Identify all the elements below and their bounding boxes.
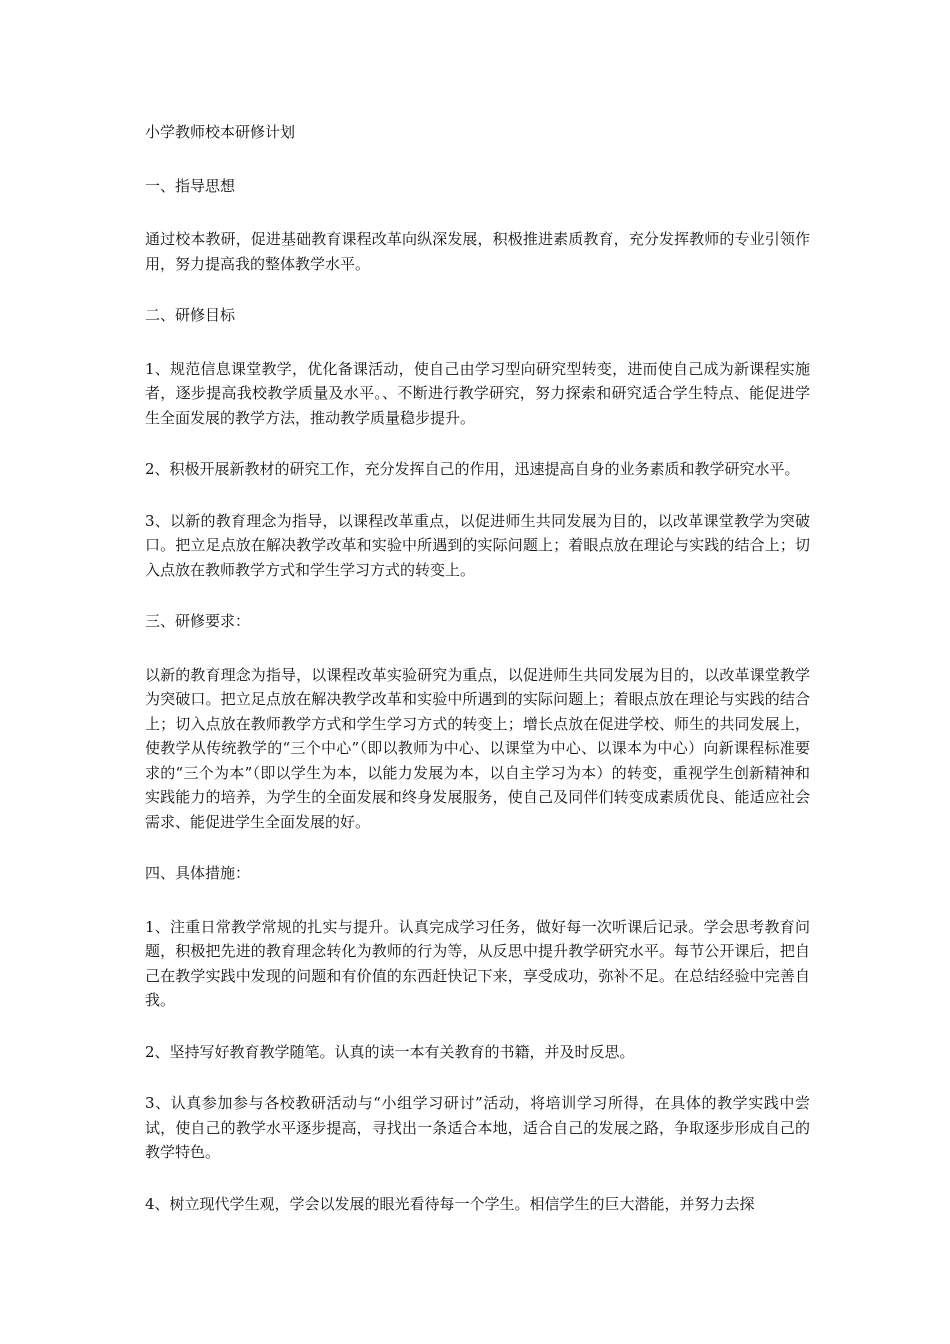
section-heading-guiding-ideology: 一、指导思想	[145, 176, 236, 195]
paragraph-guiding-ideology: 通过校本教研，促进基础教育课程改革向纵深发展，积极推进素质教育，充分发挥教师的专业引领作用，努力提高我的整体教学水平。	[145, 230, 810, 273]
section-heading-requirements: 三、研修要求：	[145, 612, 251, 630]
paragraph-measure-4: 4、树立现代学生观，学会以发展的眼光看待每一个学生。相信学生的巨大潜能，并努力去探	[145, 1194, 755, 1213]
paragraph-goal-1: 1、规范信息课堂教学，优化备课活动，使自己由学习型向研究型转变，进而使自己成为新课程实施者，逐步提高我校教学质量及水平。、不断进行教学研究，努力探索和研究适合学生特点、能促进学生全面发展的教学方法，推动教学质量稳步提升。	[145, 359, 810, 427]
paragraph-goal-2: 2、积极开展新教材的研究工作，充分发挥自己的作用，迅速提高自身的业务素质和教学研究水平。	[145, 460, 800, 478]
document-title: 小学教师校本研修计划	[145, 123, 296, 141]
section-heading-measures: 四、具体措施：	[145, 864, 251, 882]
document-body	[145, 120, 810, 1243]
paragraph-goal-3: 3、以新的教育理念为指导，以课程改革重点，以促进师生共同发展为目的，以改革课堂教学为突破口。把立足点放在解决教学改革和实验中所遇到的实际问题上；着眼点放在理论与实践的结合上；切入点放在教师教学方式和学生学习方式的转变上。	[145, 511, 810, 579]
paragraph-measure-1: 1、注重日常教学常规的扎实与提升。认真完成学习任务，做好每一次听课后记录。学会思考教育问题，积极把先进的教育理念转化为教师的行为等，从反思中提升教学研究水平。每节公开课后，把自己在教学实践中发现的问题和有价值的东西赶快记下来，享受成功，弥补不足。在总结经验中完善自我。	[145, 917, 810, 1009]
section-heading-goals: 二、研修目标	[145, 306, 236, 324]
paragraph-requirements: 以新的教育理念为指导，以课程改革实验研究为重点，以促进师生共同发展为目的，以改革课堂教学为突破口。把立足点放在解决教学改革和实验中所遇到的实际问题上；着眼点放在理论与实践的结合上；切入点放在教师教学方式和学生学习方式的转变上；增长点放在促进学校、师生的共同发展上，使教学从传统教学的“三个中心”（即以教师为中心、以课堂为中心、以课本为中心）向新课程标准要求的“三个为本”（即以学生为本，以能力发展为本，以自主学习为本）的转变，重视学生创新精神和实践能力的培养，为学生的全面发展和终身发展服务，使自己及同伴们转变成素质优良、能适应社会需求、能促进学生全面发展的好。	[145, 665, 810, 831]
paragraph-measure-3: 3、认真参加参与各校教研活动与“小组学习研讨”活动，将培训学习所得，在具体的教学实践中尝试，使自己的教学水平逐步提高，寻找出一条适合本地，适合自己的发展之路，争取逐步形成自己的教学特色。	[145, 1094, 810, 1161]
paragraph-measure-2: 2、坚持写好教育教学随笔。认真的读一本有关教育的书籍，并及时反思。	[145, 1042, 635, 1061]
